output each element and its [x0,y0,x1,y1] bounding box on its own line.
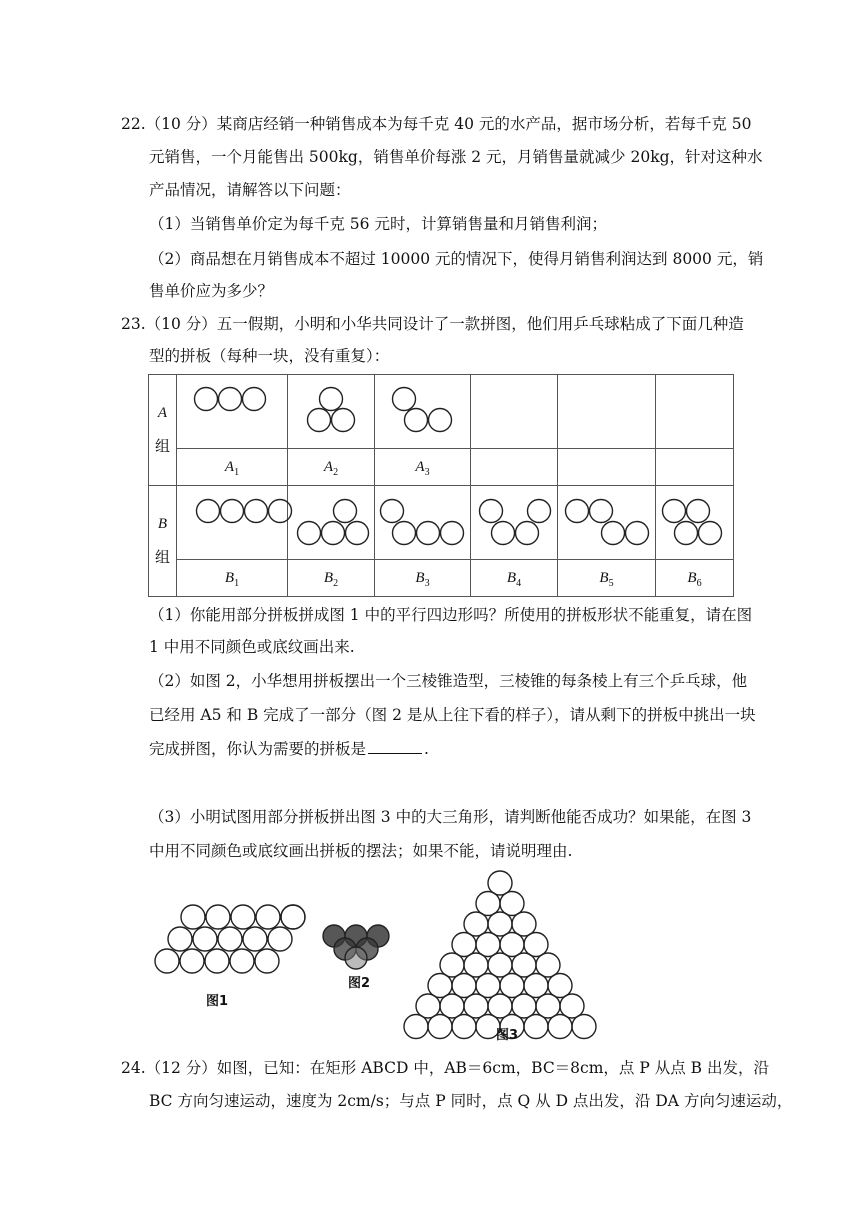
q23-part-2-prompt: 完成拼图，你认为需要的拼板是 [149,740,367,758]
q23-part-1-line-2: 1 中用不同颜色或底纹画出来. [149,638,355,656]
ball-circle [566,500,589,523]
ball-circle [243,927,267,951]
ball-circle [452,1015,476,1039]
ball-circle [572,1015,596,1039]
figure-1-parallelogram [155,905,305,973]
ball-circle [334,500,357,523]
a1-tile-figure [195,388,266,411]
ball-circle [219,388,242,411]
ball-circle [256,905,280,929]
ball-circle [687,500,710,523]
ball-circle [404,1015,428,1039]
b6-tile-figure [663,500,722,545]
figure-3-label: 图3 [496,1028,519,1043]
ball-circle [155,949,179,973]
ball-circle [492,522,515,545]
ball-circle [197,500,220,523]
ball-circle [441,522,464,545]
ball-circle [480,500,503,523]
ball-circle [393,388,416,411]
b1-tile-figure [197,500,292,523]
ball-circle [332,409,355,432]
q22-line-2: 元销售，一个月能售出 500kg，销售单价每涨 2 元，月销售量就减少 20kg，针对这种水 [149,148,763,166]
b4-label: $B_4$ [471,560,558,597]
group-b-letter: B [157,516,168,532]
ball-circle [230,949,254,973]
ball-circle [524,1015,548,1039]
q24-line-2: BC 方向匀速运动，速度为 2cm/s；与点 P 同时，点 Q 从 D 点出发，沿 DA 方向匀速运动， [149,1092,793,1110]
ball-circle [345,947,367,969]
b5-label: $B_5$ [558,560,656,597]
ball-circle [516,522,539,545]
a3-label: $A_3$ [375,449,471,486]
figure-1-label: 图1 [206,994,229,1009]
figure-2-pyramid-top-view [323,925,389,969]
ball-circle [268,927,292,951]
ball-circle [528,500,551,523]
a3-tile-figure [393,388,452,432]
b5-tile-figure [566,500,649,545]
ball-circle [308,409,331,432]
ball-circle [298,522,321,545]
ball-circle [206,905,230,929]
ball-circle [231,905,255,929]
b3-tile-figure [381,500,464,545]
q22-part-2-line-1: （2）商品想在月销售成本不超过 10000 元的情况下，使得月销售利润达到 8000 元，销 [149,250,764,268]
q22-part-1: （1）当销售单价定为每千克 56 元时，计算销售量和月销售利润； [149,215,607,233]
ball-circle [429,409,452,432]
ball-circle [255,949,279,973]
ball-circle [602,522,625,545]
q23-part-3-line-1: （3）小明试图用部分拼板拼出图 3 中的大三角形，请判断他能否成功？如果能，在图 3 [149,808,752,826]
ball-circle [180,949,204,973]
b2-label: $B_2$ [288,560,375,597]
q22-part-2-line-2: 售单价应为多少？ [149,282,274,300]
q23-line-1: 23.（10 分）五一假期，小明和小华共同设计了一款拼图，他们用乒乓球粘成了下面几种造 [121,315,744,333]
a2-label: $A_2$ [288,449,375,486]
q23-part-2-line-1: （2）如图 2，小华想用拼板摆出一个三棱锥造型，三棱锥的每条棱上有三个乒乓球，他 [149,672,748,690]
q23-part-2-line-2: 已经用 A5 和 B 完成了一部分（图 2 是从上往下看的样子），请从剩下的拼板中挑出一块 [149,706,756,724]
q22-line-1: 22.（10 分）某商店经销一种销售成本为每千克 40 元的水产品，据市场分析，若每千克 50 [121,115,752,133]
ball-circle [205,949,229,973]
ball-circle [346,522,369,545]
ball-circle [218,927,242,951]
q22-line-3: 产品情况，请解答以下问题： [149,181,351,199]
b3-label: $B_3$ [375,560,471,597]
a2-tile-figure [308,388,355,432]
ball-circle [548,1015,572,1039]
b6-label: $B_6$ [656,560,734,597]
ball-circle [322,522,345,545]
ball-circle [243,388,266,411]
ball-circle [269,500,292,523]
ball-circle [193,927,217,951]
ball-circle [675,522,698,545]
group-a-letter: A [157,405,168,421]
ball-circle [168,927,192,951]
q23-part-3-line-2: 中用不同颜色或底纹画出拼板的摆法；如果不能，请说明理由. [149,842,573,860]
b2-tile-figure [298,500,369,545]
ball-circle [699,522,722,545]
ball-circle [428,1015,452,1039]
q23-part-1-line-1: （1）你能用部分拼板拼成图 1 中的平行四边形吗？所使用的拼板形状不能重复，请在图 [149,606,753,624]
b1-label: $B_1$ [177,560,288,597]
a1-label: $A_1$ [177,449,288,486]
ball-circle [281,905,305,929]
group-a-word: 组 [154,439,170,455]
figure-3-big-triangle [404,871,596,1039]
ball-circle [320,388,343,411]
ball-circle [590,500,613,523]
q23-line-2: 型的拼板（每种一块，没有重复）： [149,347,390,365]
ball-circle [181,905,205,929]
ball-circle [663,500,686,523]
figure-2-label: 图2 [348,976,371,991]
ball-circle [417,522,440,545]
ball-circle [221,500,244,523]
group-b-word: 组 [154,550,170,566]
ball-circle [405,409,428,432]
ball-circle [393,522,416,545]
ball-circle [245,500,268,523]
q24-line-1: 24.（12 分）如图，已知：在矩形 ABCD 中，AB＝6cm，BC＝8cm，点 P 从点 B 出发，沿 [121,1059,769,1077]
ball-circle [381,500,404,523]
ball-circle [626,522,649,545]
b4-tile-figure [480,500,551,545]
q23-part-2-period: . [424,740,429,758]
ball-circle [195,388,218,411]
